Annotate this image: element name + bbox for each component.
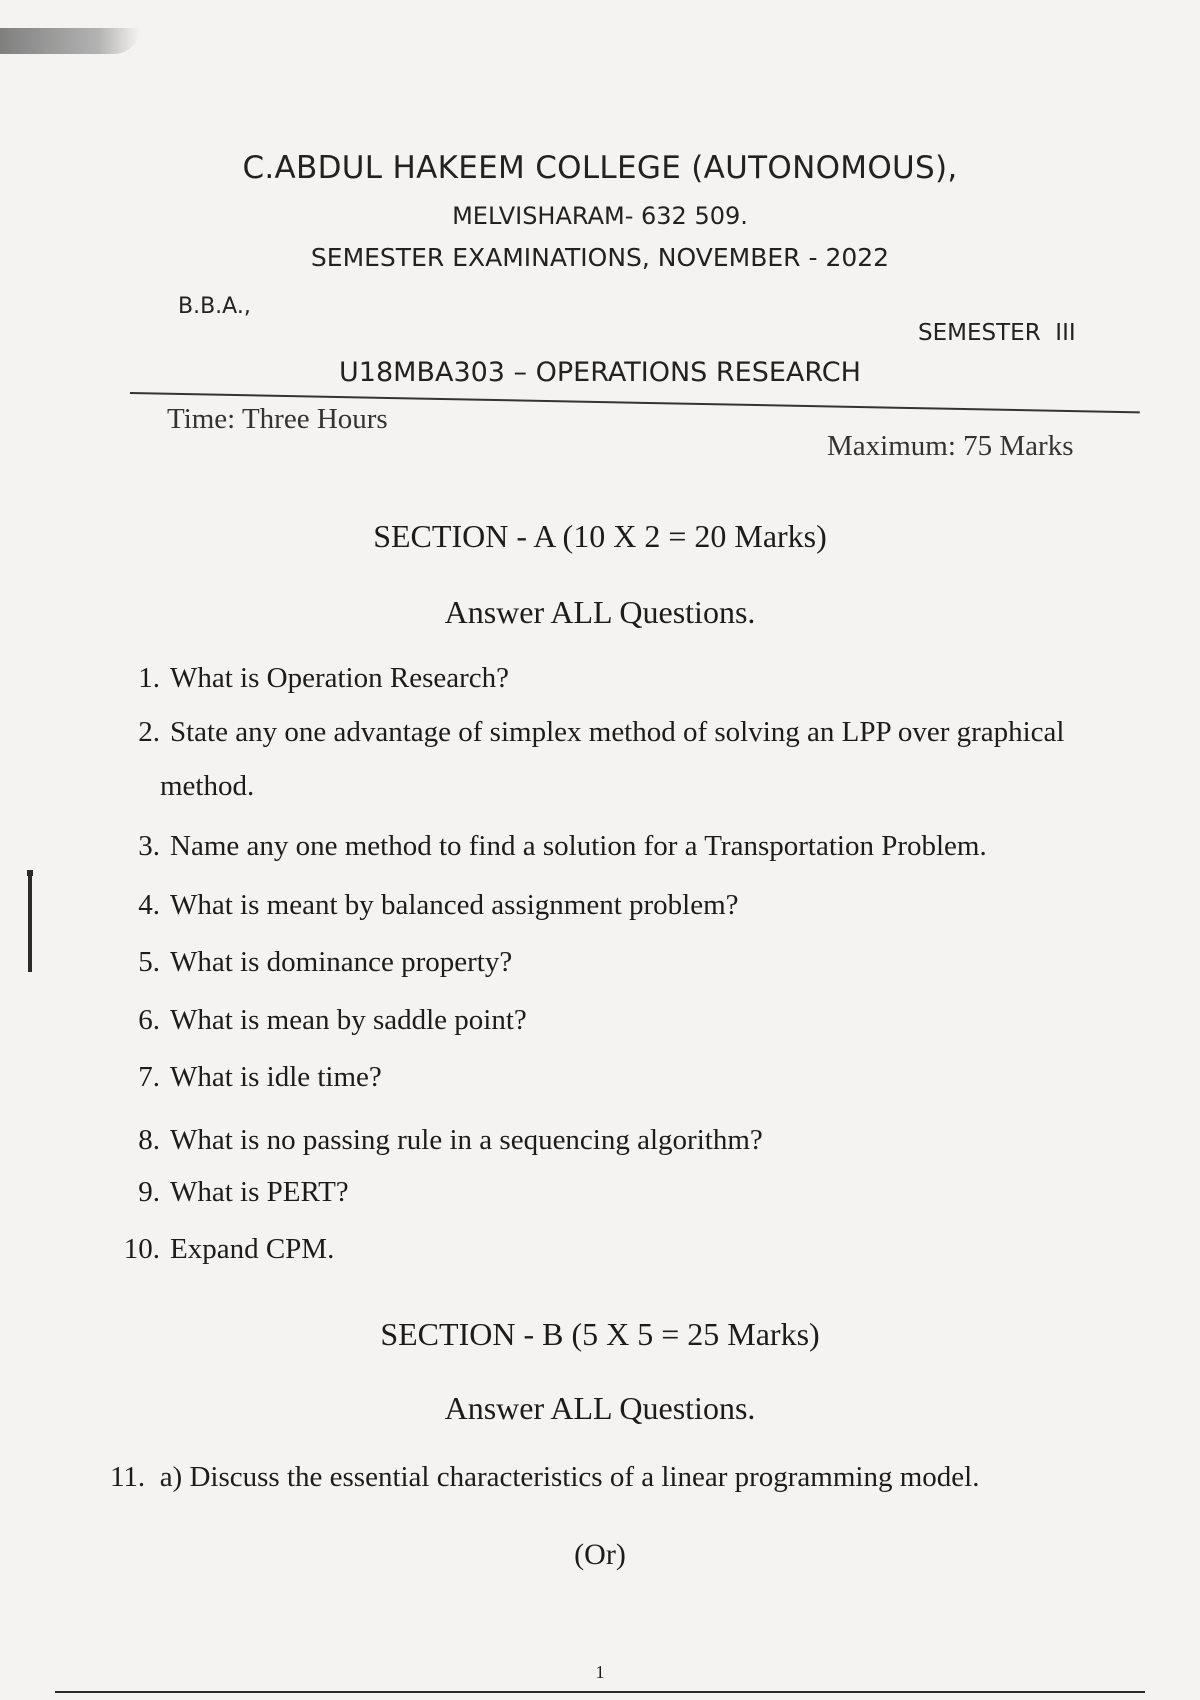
question-1	[120, 658, 1180, 698]
section-b-title: SECTION - B (5 X 5 = 25 Marks)	[380, 1316, 820, 1352]
question-text: a) Discuss the essential characteristics of a linear programming model.	[159, 1461, 980, 1493]
question-4	[120, 885, 1180, 925]
exam-title: SEMESTER EXAMINATIONS, NOVEMBER - 2022	[310, 243, 890, 272]
section-a-instruction: Answer ALL Questions.	[444, 594, 756, 630]
scan-shadow-mark	[0, 28, 140, 54]
college-address: MELVISHARAM- 632 509.	[452, 202, 748, 230]
question-number: 7.	[138, 1061, 160, 1093]
page-number: 1	[595, 1662, 605, 1682]
question-text: Expand CPM.	[170, 1233, 335, 1265]
college-name: C.ABDUL HAKEEM COLLEGE (AUTONOMOUS),	[242, 150, 958, 186]
question-text-continued: method.	[160, 770, 255, 802]
question-text: What is no passing rule in a sequencing algorithm?	[170, 1124, 763, 1156]
question-10	[120, 1229, 1180, 1269]
question-text: What is mean by saddle point?	[170, 1004, 527, 1036]
or-separator: (Or)	[574, 1538, 626, 1571]
question-text: What is idle time?	[170, 1061, 382, 1093]
maximum-marks: Maximum: 75 Marks	[827, 430, 1074, 462]
question-8	[120, 1120, 1180, 1160]
question-11	[110, 1457, 1180, 1497]
question-7	[120, 1057, 1180, 1097]
question-text: What is Operation Research?	[170, 662, 509, 694]
question-number: 6.	[138, 1004, 160, 1036]
question-text: What is dominance property?	[170, 946, 513, 978]
question-number: 11.	[110, 1461, 146, 1493]
question-text: What is PERT?	[170, 1176, 349, 1208]
exam-duration: Time: Three Hours	[167, 403, 388, 435]
question-2	[120, 712, 1180, 806]
question-3	[120, 826, 1180, 866]
question-text: What is meant by balanced assignment problem?	[170, 889, 739, 921]
question-text: State any one advantage of simplex method of solving an LPP over graphical	[170, 716, 1065, 748]
section-b-instruction: Answer ALL Questions.	[444, 1390, 756, 1426]
scan-margin-mark	[28, 875, 32, 972]
question-number: 5.	[138, 946, 160, 978]
subject-title: U18MBA303 – OPERATIONS RESEARCH	[339, 357, 861, 388]
question-number: 2.	[138, 716, 160, 748]
question-number: 3.	[138, 830, 160, 862]
section-a-title: SECTION - A (10 X 2 = 20 Marks)	[373, 518, 827, 554]
question-number: 9.	[138, 1176, 160, 1208]
semester-label: SEMESTER III	[918, 320, 1076, 346]
question-6	[120, 1000, 1180, 1040]
question-5	[120, 942, 1180, 982]
question-text: Name any one method to find a solution for a Transportation Problem.	[170, 830, 987, 862]
degree-label: B.B.A.,	[178, 294, 251, 319]
question-number: 10.	[123, 1233, 160, 1265]
question-number: 8.	[138, 1124, 160, 1156]
question-9	[120, 1172, 1180, 1212]
question-number: 4.	[138, 889, 160, 921]
question-number: 1.	[138, 662, 160, 694]
footer-divider	[55, 1691, 1145, 1693]
